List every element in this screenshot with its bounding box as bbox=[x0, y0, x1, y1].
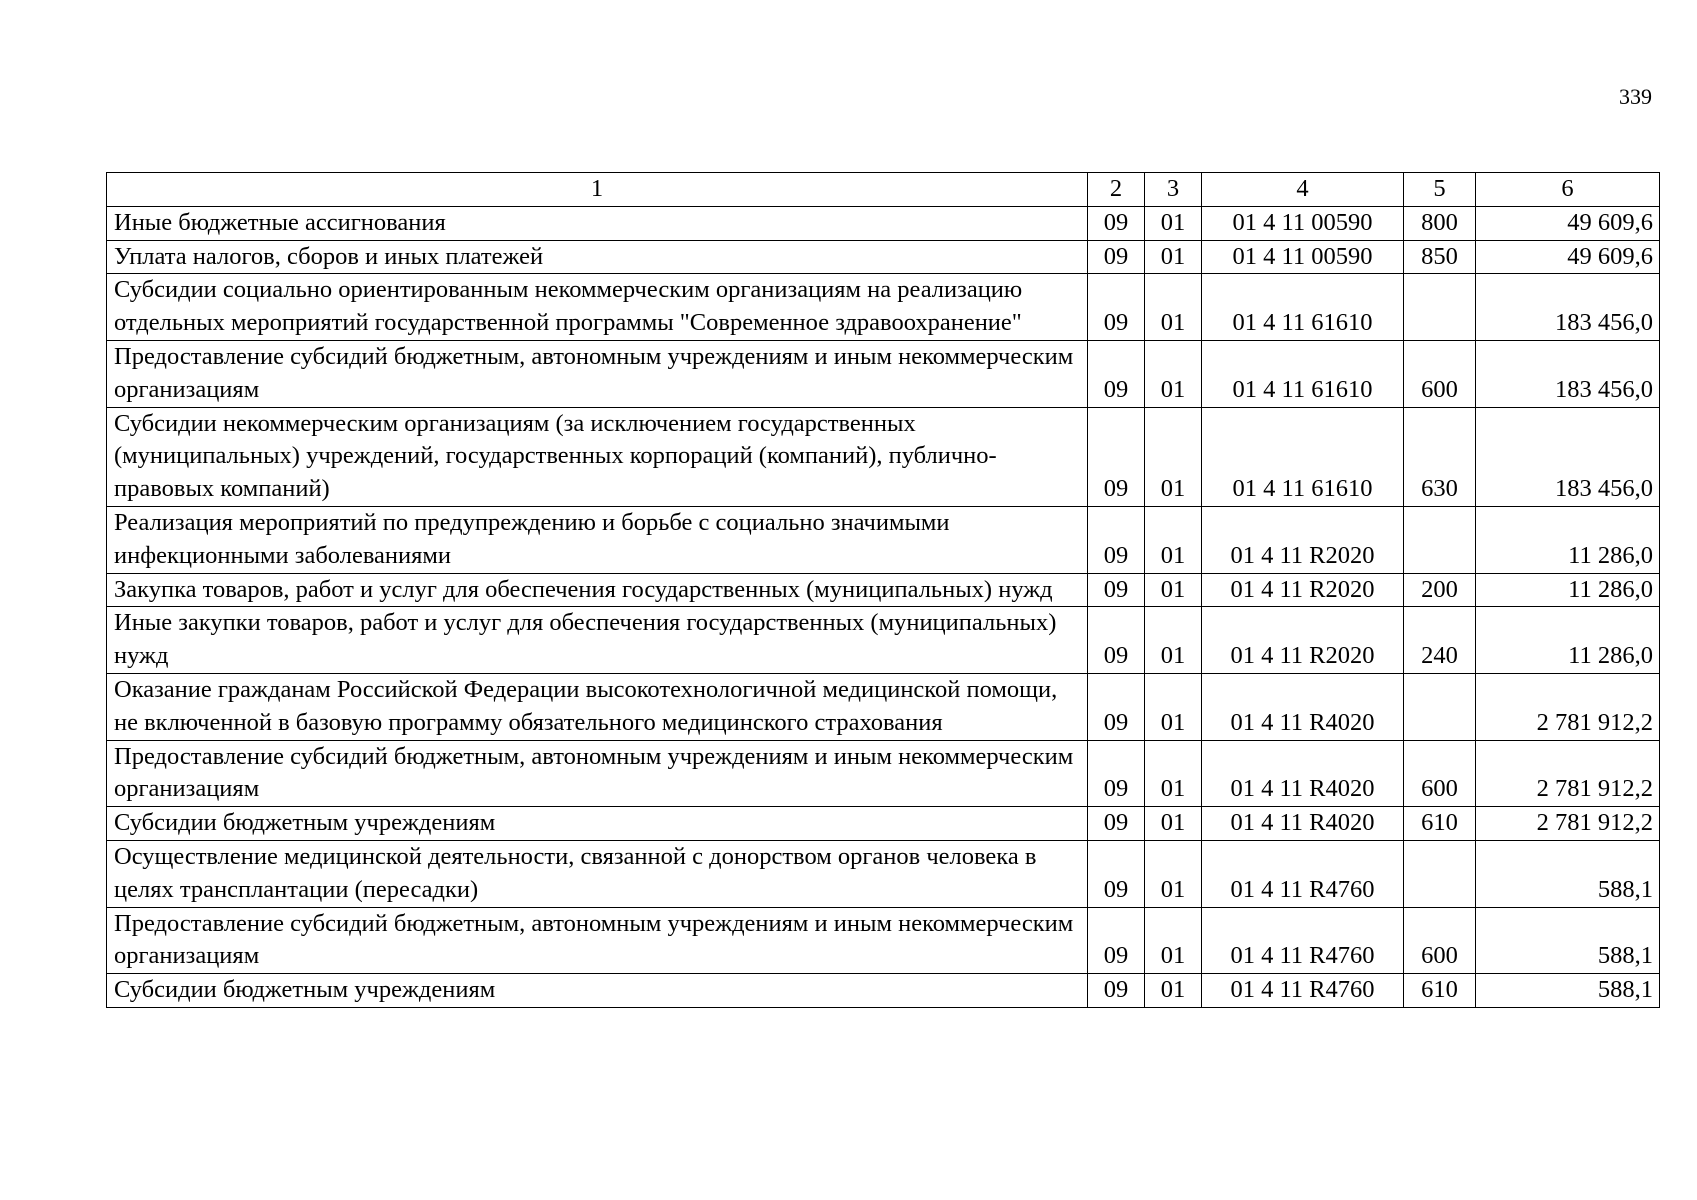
cell-col-3: 01 bbox=[1145, 974, 1202, 1008]
cell-amount: 11 286,0 bbox=[1476, 607, 1660, 674]
cell-col-3: 01 bbox=[1145, 740, 1202, 807]
table-row bbox=[107, 607, 1660, 674]
cell-col-2: 09 bbox=[1088, 907, 1145, 974]
cell-col-4: 01 4 11 61610 bbox=[1202, 274, 1404, 341]
cell-name: Субсидии бюджетным учреждениям bbox=[107, 807, 1088, 841]
cell-col-4: 01 4 11 R2020 bbox=[1202, 607, 1404, 674]
cell-amount: 2 781 912,2 bbox=[1476, 673, 1660, 740]
cell-col-3: 01 bbox=[1145, 407, 1202, 506]
cell-col-5: 610 bbox=[1404, 807, 1476, 841]
cell-name: Предоставление субсидий бюджетным, автономным учреждениям и иным некоммерческим организациям bbox=[107, 340, 1088, 407]
cell-name: Предоставление субсидий бюджетным, автономным учреждениям и иным некоммерческим организациям bbox=[107, 740, 1088, 807]
cell-name: Субсидии бюджетным учреждениям bbox=[107, 974, 1088, 1008]
cell-col-4: 01 4 11 R4020 bbox=[1202, 740, 1404, 807]
cell-col-2: 09 bbox=[1088, 206, 1145, 240]
table-row bbox=[107, 907, 1660, 974]
column-header-1: 1 bbox=[107, 173, 1088, 207]
cell-amount: 2 781 912,2 bbox=[1476, 807, 1660, 841]
cell-amount: 183 456,0 bbox=[1476, 407, 1660, 506]
column-header-3: 3 bbox=[1145, 173, 1202, 207]
cell-col-3: 01 bbox=[1145, 206, 1202, 240]
cell-col-4: 01 4 11 00590 bbox=[1202, 240, 1404, 274]
cell-name: Уплата налогов, сборов и иных платежей bbox=[107, 240, 1088, 274]
table-row bbox=[107, 407, 1660, 506]
cell-col-4: 01 4 11 00590 bbox=[1202, 206, 1404, 240]
cell-col-4: 01 4 11 61610 bbox=[1202, 340, 1404, 407]
cell-col-4: 01 4 11 R2020 bbox=[1202, 573, 1404, 607]
cell-col-4: 01 4 11 R4020 bbox=[1202, 673, 1404, 740]
cell-col-5 bbox=[1404, 506, 1476, 573]
cell-amount: 2 781 912,2 bbox=[1476, 740, 1660, 807]
table-row bbox=[107, 240, 1660, 274]
table-row bbox=[107, 206, 1660, 240]
cell-col-5 bbox=[1404, 673, 1476, 740]
cell-col-5: 240 bbox=[1404, 607, 1476, 674]
cell-col-2: 09 bbox=[1088, 807, 1145, 841]
cell-col-3: 01 bbox=[1145, 240, 1202, 274]
cell-col-3: 01 bbox=[1145, 673, 1202, 740]
cell-col-3: 01 bbox=[1145, 506, 1202, 573]
column-header-2: 2 bbox=[1088, 173, 1145, 207]
cell-col-5 bbox=[1404, 840, 1476, 907]
cell-col-2: 09 bbox=[1088, 740, 1145, 807]
budget-table bbox=[106, 172, 1660, 1008]
cell-name: Иные бюджетные ассигнования bbox=[107, 206, 1088, 240]
cell-name: Субсидии некоммерческим организациям (за исключением государственных (муниципальных) учреждений, государственных корпораций (компаний), публично-правовых компаний) bbox=[107, 407, 1088, 506]
cell-col-2: 09 bbox=[1088, 573, 1145, 607]
cell-col-5: 800 bbox=[1404, 206, 1476, 240]
cell-col-3: 01 bbox=[1145, 340, 1202, 407]
table-row bbox=[107, 740, 1660, 807]
column-header-6: 6 bbox=[1476, 173, 1660, 207]
cell-name: Осуществление медицинской деятельности, связанной с донорством органов человека в целях трансплантации (пересадки) bbox=[107, 840, 1088, 907]
table-row bbox=[107, 974, 1660, 1008]
table-row bbox=[107, 573, 1660, 607]
cell-name: Предоставление субсидий бюджетным, автономным учреждениям и иным некоммерческим организациям bbox=[107, 907, 1088, 974]
page-number: 339 bbox=[1619, 84, 1652, 109]
cell-amount: 49 609,6 bbox=[1476, 206, 1660, 240]
cell-col-2: 09 bbox=[1088, 974, 1145, 1008]
cell-col-2: 09 bbox=[1088, 407, 1145, 506]
cell-col-5 bbox=[1404, 274, 1476, 341]
cell-col-2: 09 bbox=[1088, 274, 1145, 341]
cell-col-3: 01 bbox=[1145, 274, 1202, 341]
table-row bbox=[107, 807, 1660, 841]
cell-col-5: 850 bbox=[1404, 240, 1476, 274]
cell-amount: 588,1 bbox=[1476, 974, 1660, 1008]
table-row bbox=[107, 506, 1660, 573]
cell-amount: 49 609,6 bbox=[1476, 240, 1660, 274]
cell-amount: 588,1 bbox=[1476, 907, 1660, 974]
cell-col-4: 01 4 11 R4760 bbox=[1202, 840, 1404, 907]
cell-col-5: 600 bbox=[1404, 740, 1476, 807]
cell-name: Реализация мероприятий по предупреждению и борьбе с социально значимыми инфекционными заболеваниями bbox=[107, 506, 1088, 573]
cell-name: Субсидии социально ориентированным некоммерческим организациям на реализацию отдельных мероприятий государственной программы "Современное здравоохранение" bbox=[107, 274, 1088, 341]
cell-amount: 11 286,0 bbox=[1476, 573, 1660, 607]
cell-col-3: 01 bbox=[1145, 573, 1202, 607]
column-header-4: 4 bbox=[1202, 173, 1404, 207]
cell-col-4: 01 4 11 R4760 bbox=[1202, 974, 1404, 1008]
cell-col-2: 09 bbox=[1088, 607, 1145, 674]
cell-col-2: 09 bbox=[1088, 340, 1145, 407]
cell-col-5: 600 bbox=[1404, 907, 1476, 974]
cell-col-4: 01 4 11 R4760 bbox=[1202, 907, 1404, 974]
cell-name: Оказание гражданам Российской Федерации высокотехнологичной медицинской помощи, не включенной в базовую программу обязательного медицинского страхования bbox=[107, 673, 1088, 740]
cell-col-3: 01 bbox=[1145, 807, 1202, 841]
column-header-5: 5 bbox=[1404, 173, 1476, 207]
table-row bbox=[107, 840, 1660, 907]
cell-col-4: 01 4 11 61610 bbox=[1202, 407, 1404, 506]
cell-col-3: 01 bbox=[1145, 907, 1202, 974]
table-row bbox=[107, 673, 1660, 740]
table-row bbox=[107, 274, 1660, 341]
cell-col-4: 01 4 11 R4020 bbox=[1202, 807, 1404, 841]
table-header-row bbox=[107, 173, 1660, 207]
table-body bbox=[107, 206, 1660, 1007]
cell-col-3: 01 bbox=[1145, 840, 1202, 907]
cell-amount: 11 286,0 bbox=[1476, 506, 1660, 573]
cell-col-5: 200 bbox=[1404, 573, 1476, 607]
cell-name: Иные закупки товаров, работ и услуг для обеспечения государственных (муниципальных) нужд bbox=[107, 607, 1088, 674]
table-row bbox=[107, 340, 1660, 407]
cell-col-2: 09 bbox=[1088, 240, 1145, 274]
cell-col-2: 09 bbox=[1088, 673, 1145, 740]
cell-name: Закупка товаров, работ и услуг для обеспечения государственных (муниципальных) нужд bbox=[107, 573, 1088, 607]
cell-col-5: 610 bbox=[1404, 974, 1476, 1008]
cell-col-2: 09 bbox=[1088, 506, 1145, 573]
cell-col-2: 09 bbox=[1088, 840, 1145, 907]
cell-amount: 588,1 bbox=[1476, 840, 1660, 907]
cell-amount: 183 456,0 bbox=[1476, 340, 1660, 407]
cell-col-3: 01 bbox=[1145, 607, 1202, 674]
cell-col-5: 600 bbox=[1404, 340, 1476, 407]
cell-amount: 183 456,0 bbox=[1476, 274, 1660, 341]
cell-col-5: 630 bbox=[1404, 407, 1476, 506]
cell-col-4: 01 4 11 R2020 bbox=[1202, 506, 1404, 573]
